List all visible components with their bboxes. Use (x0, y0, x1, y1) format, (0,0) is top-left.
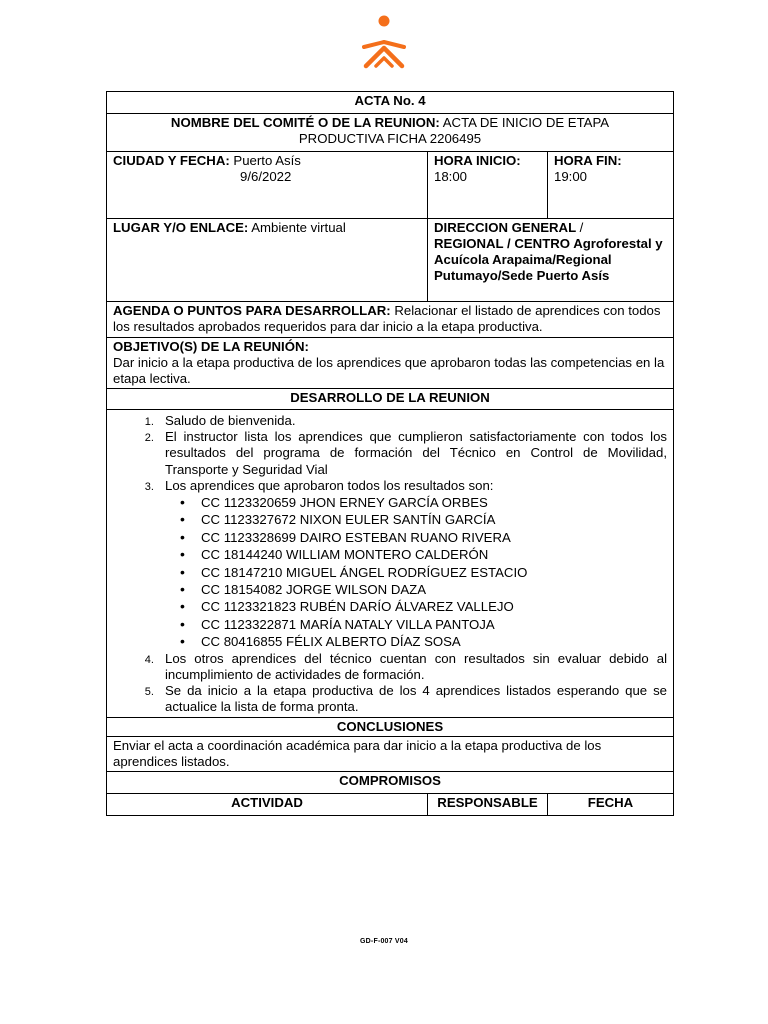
aprendiz-item: • CC 1123321823 RUBÉN DARÍO ÁLVAREZ VALLEJO (201, 598, 667, 615)
sena-logo (356, 14, 412, 72)
conclusiones-header: CONCLUSIONES (107, 718, 674, 737)
aprendiz-item: • CC 18154082 JORGE WILSON DAZA (201, 581, 667, 598)
hora-fin-cell (548, 152, 674, 219)
objetivo-label: OBJETIVO(S) DE LA REUNIÓN: (113, 339, 309, 354)
desarrollo-header: DESARROLLO DE LA REUNION (107, 389, 674, 410)
agenda-label: AGENDA O PUNTOS PARA DESARROLLAR: (113, 303, 391, 318)
ciudad-fecha-cell (107, 152, 428, 219)
lugar-label: LUGAR Y/O ENLACE: (113, 220, 249, 235)
direccion-cell (428, 219, 674, 302)
desarrollo-cell (107, 410, 674, 718)
aprendiz-item: • CC 1123327672 NIXON EULER SANTÍN GARCÍA (201, 511, 667, 528)
col-responsable: RESPONSABLE (428, 794, 548, 816)
hora-inicio-cell (428, 152, 548, 219)
desarrollo-item: 5. Se da inicio a la etapa productiva de los 4 aprendices listados esperando que se actualice la lista de forma pronta. (157, 683, 667, 715)
lugar-value: Ambiente virtual (251, 220, 346, 235)
conclusiones-value: Enviar el acta a coordinación académica para dar inicio a la etapa productiva de los aprendices listados. (107, 737, 674, 772)
aprendiz-item: • CC 18147210 MIGUEL ÁNGEL RODRÍGUEZ ESTACIO (201, 564, 667, 581)
desarrollo-list (113, 413, 667, 715)
col-actividad: ACTIVIDAD (107, 794, 428, 816)
aprendices-list (165, 494, 667, 651)
direccion-label: DIRECCION GENERAL (434, 220, 576, 235)
compromisos-header: COMPROMISOS (107, 772, 674, 794)
comite-value-2: PRODUCTIVA FICHA 2206495 (298, 131, 482, 146)
fecha-value: 9/6/2022 (240, 169, 292, 184)
aprendiz-item: • CC 1123328699 DAIRO ESTEBAN RUANO RIVERA (201, 529, 667, 546)
hora-inicio-value: 18:00 (434, 169, 468, 184)
aprendiz-item: • CC 18144240 WILLIAM MONTERO CALDERÓN (201, 546, 667, 563)
acta-title: ACTA No. 4 (107, 92, 674, 114)
aprendiz-item: • CC 1123322871 MARÍA NATALY VILLA PANTOJA (201, 616, 667, 633)
hora-fin-label: HORA FIN: (554, 153, 622, 168)
objetivo-value: Dar inicio a la etapa productiva de los aprendices que aprobaron todas las competencias en la etapa lectiva. (113, 355, 665, 386)
aprendiz-item: • CC 80416855 FÉLIX ALBERTO DÍAZ SOSA (201, 633, 667, 650)
desarrollo-item: 4. Los otros aprendices del técnico cuentan con resultados sin evaluar debido al incumplimiento de actividades de formación. (157, 651, 667, 683)
agenda-cell (107, 302, 674, 338)
lugar-cell (107, 219, 428, 302)
comite-value: ACTA DE INICIO DE ETAPA (442, 115, 610, 130)
hora-inicio-label: HORA INICIO: (434, 153, 521, 168)
direccion-value: REGIONAL / CENTRO Agroforestal y Acuícola Arapaima/Regional Putumayo/Sede Puerto Asís (434, 236, 663, 283)
direccion-sep: / (579, 220, 584, 235)
footer-code: GD-F-007 V04 (360, 938, 408, 945)
desarrollo-item (157, 478, 667, 651)
desarrollo-item: 1. Saludo de bienvenida. (157, 413, 667, 429)
aprendiz-item: • CC 1123320659 JHON ERNEY GARCÍA ORBES (201, 494, 667, 511)
comite-cell (107, 114, 674, 152)
agenda-value: Relacionar el listado de aprendices con todos los resultados aprobados requeridos para dar inicio a la etapa productiva. (113, 303, 661, 334)
acta-table (106, 91, 674, 816)
ciudad-value: Puerto Asís (233, 153, 301, 168)
desarrollo-item: 2. El instructor lista los aprendices que cumplieron satisfactoriamente con todos los resultados del programa de formación del Técnico en Control de Movilidad, Transporte y Seguridad Vial (157, 429, 667, 478)
col-fecha: FECHA (548, 794, 674, 816)
desarrollo-item-text: Los aprendices que aprobaron todos los resultados son: (165, 477, 494, 493)
ciudad-label: CIUDAD Y FECHA: (113, 153, 230, 168)
hora-fin-value: 19:00 (554, 169, 588, 184)
objetivo-cell (107, 338, 674, 389)
comite-label: NOMBRE DEL COMITÉ O DE LA REUNION: (170, 115, 440, 130)
